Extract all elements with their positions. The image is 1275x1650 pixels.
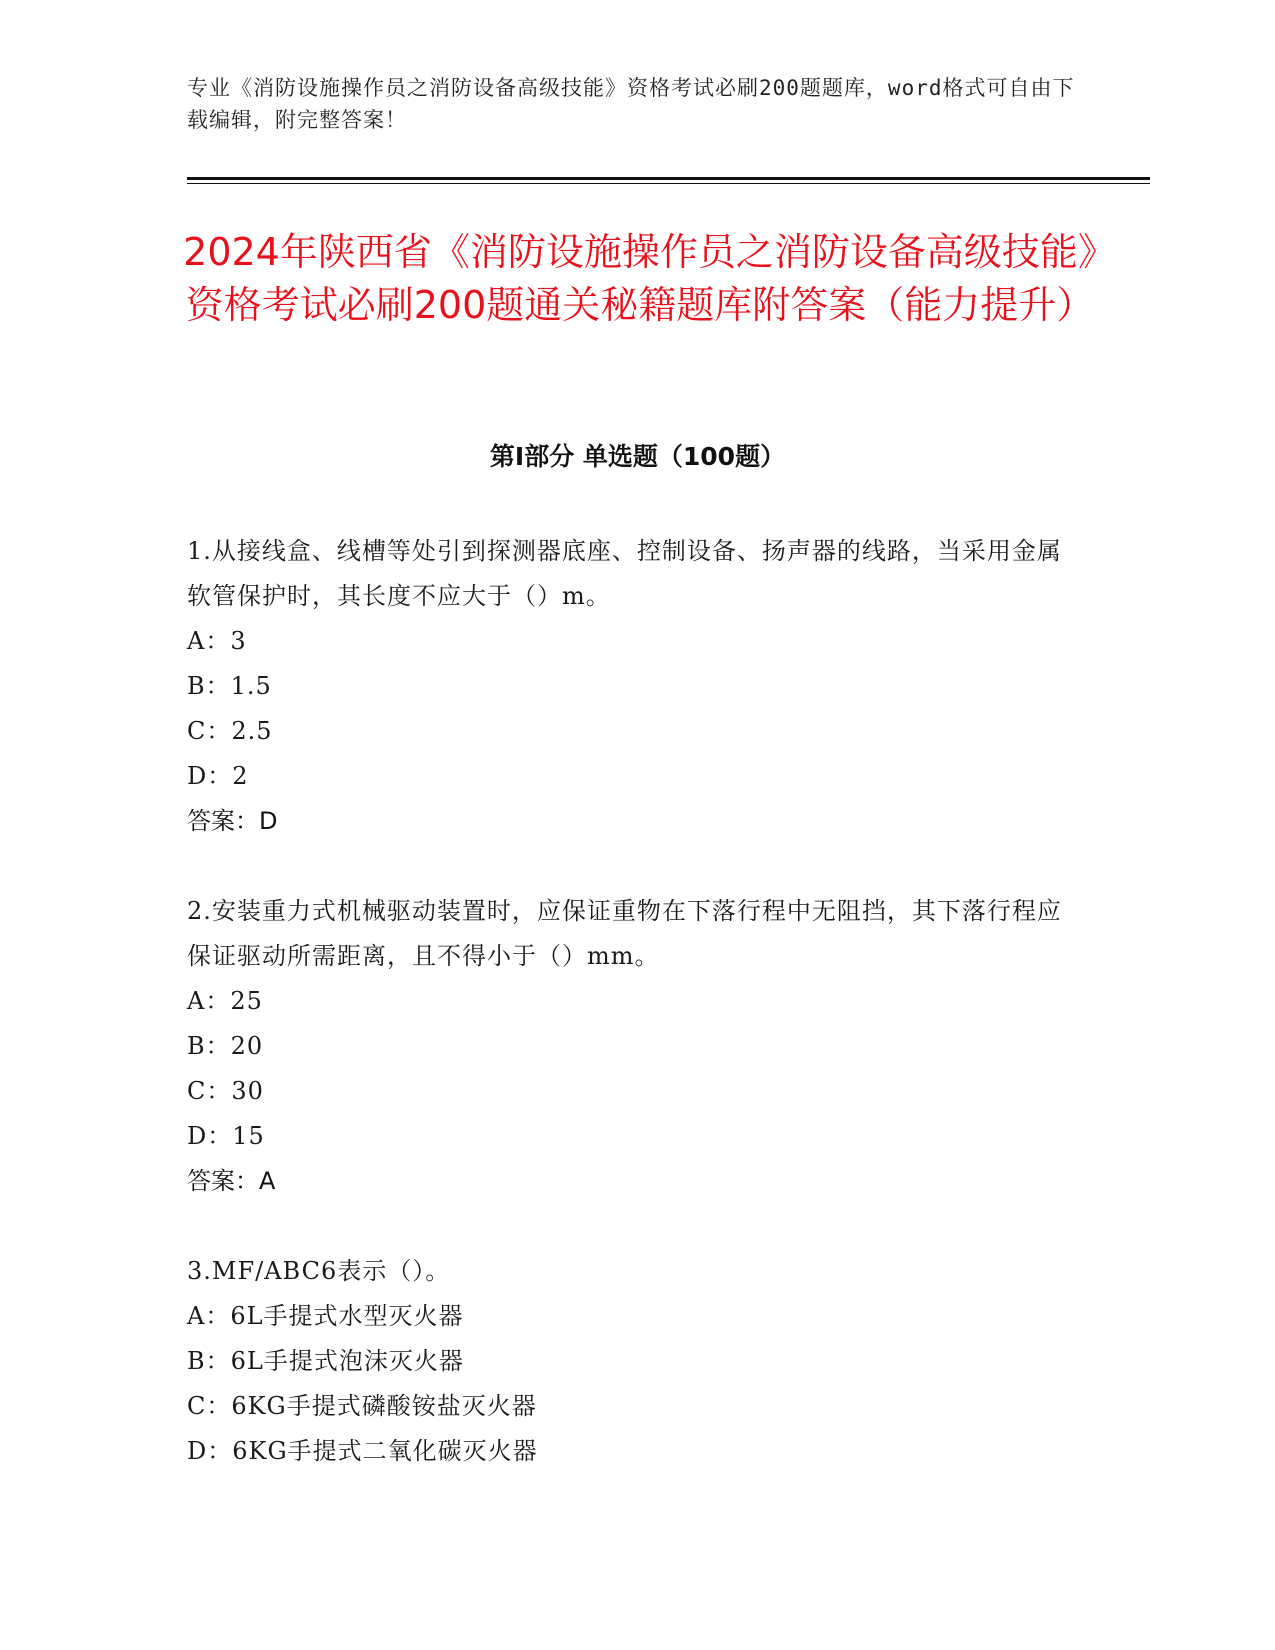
option-b: B：6L手提式泡沫灭火器 (187, 1347, 464, 1375)
question-1 (187, 529, 1067, 844)
question-stem: 1.从接线盒、线槽等处引到探测器底座、控制设备、扬声器的线路，当采用金属软管保护时，其长度不应大于（）m。 (187, 537, 1062, 610)
header-rule-thick (187, 177, 1150, 180)
option-b: B：20 (187, 1032, 264, 1060)
question-stem: 2.安装重力式机械驱动装置时，应保证重物在下落行程中无阻挡，其下落行程应保证驱动所需距离，且不得小于（）mm。 (187, 897, 1062, 970)
option-c: C：6KG手提式磷酸铵盐灭火器 (187, 1392, 537, 1420)
option-c: C：2.5 (187, 717, 273, 745)
answer: 答案：D (187, 807, 278, 835)
document-title: 2024年陕西省《消防设施操作员之消防设备高级技能》资格考试必刷200题通关秘籍题库附答案（能力提升） (183, 230, 1097, 327)
option-d: D：2 (187, 762, 249, 790)
option-b: B：1.5 (187, 672, 272, 700)
header-note: 专业《消防设施操作员之消防设备高级技能》资格考试必刷200题题库，word格式可自由下载编辑，附完整答案！ (187, 76, 1075, 132)
option-a: A：3 (187, 627, 247, 655)
option-d: D：15 (187, 1122, 265, 1150)
option-a: A：25 (187, 987, 263, 1015)
question-3 (187, 1249, 1067, 1474)
option-a: A：6L手提式水型灭火器 (187, 1302, 464, 1330)
option-d: D：6KG手提式二氧化碳灭火器 (187, 1437, 538, 1465)
header-rule-thin (187, 183, 1150, 184)
answer: 答案：A (187, 1167, 276, 1195)
question-2 (187, 889, 1067, 1204)
section-title: 第Ⅰ部分 单选题（100题） (489, 442, 786, 471)
question-stem: 3.MF/ABC6表示（）。 (187, 1257, 451, 1285)
option-c: C：30 (187, 1077, 264, 1105)
